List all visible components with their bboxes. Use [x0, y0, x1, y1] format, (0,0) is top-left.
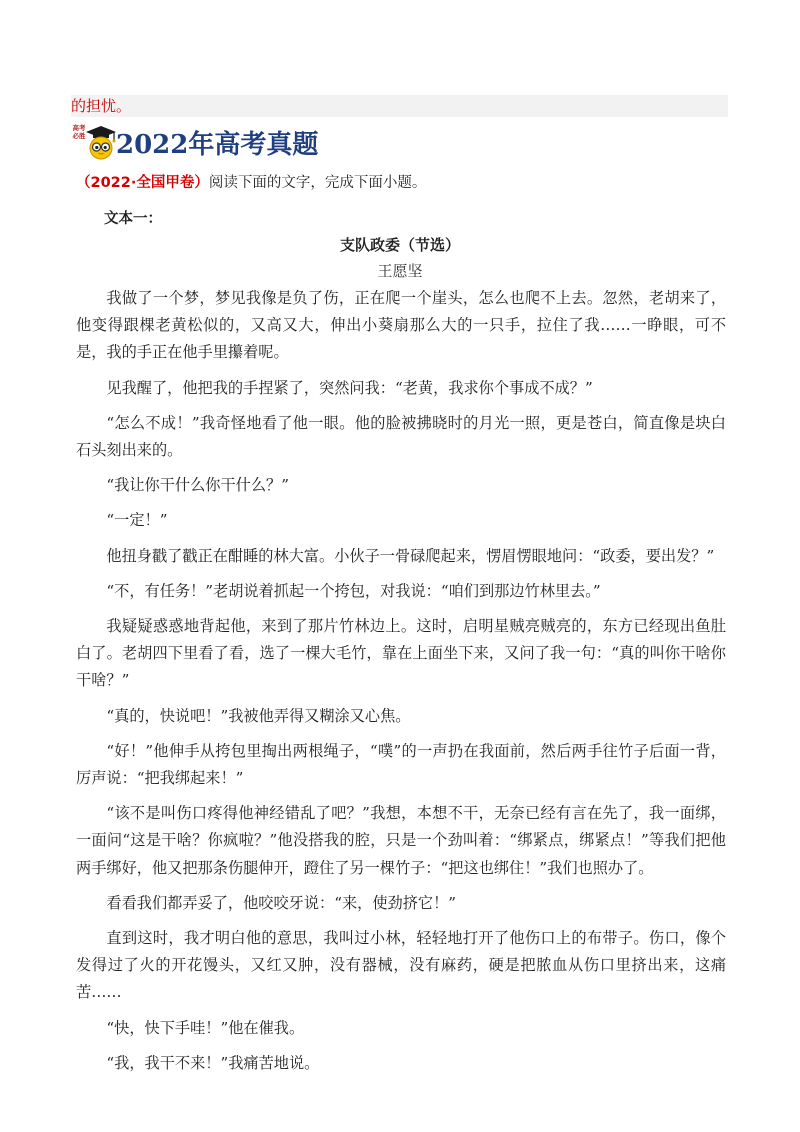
paragraph: 他扭身戳了戳正在酣睡的林大富。小伙子一骨碌爬起来，愣眉愣眼地问：“政委，要出发？”	[106, 546, 715, 565]
paragraph: 看看我们都弄妥了，他咬咬牙说：“来，使劲挤它！”	[106, 893, 457, 912]
paragraph: 直到这时，我才明白他的意思，我叫过小林，轻轻地打开了他伤口上的布带子。伤口，像个发得过了火的开花馒头，又红又肿，没有器械，没有麻药，硬是把脓血从伤口里挤出来，这痛苦……	[76, 929, 726, 1002]
paragraph: “我，我干不来！”我痛苦地说。	[106, 1053, 320, 1072]
paragraph: “我让你干什么你干什么？”	[106, 476, 289, 495]
paragraph: 我疑疑惑惑地背起他，来到了那片竹林边上。这时，启明星贼亮贼亮的，东方已经现出鱼肚白了。老胡四下里看了看，选了一棵大毛竹，靠在上面坐下来，又问了我一句：“真的叫你干啥你干啥？”	[76, 617, 726, 690]
exam-badge-icon	[72, 122, 118, 162]
section-header	[72, 122, 318, 162]
article-author: 王愿坚	[377, 262, 423, 280]
paragraph: 我做了一个梦，梦见我像是负了伤，正在爬一个崖头，怎么也爬不上去。忽然，老胡来了，他变得跟棵老黄松似的，又高又大，伸出小葵扇那么大的一只手，拉住了我……一睁眼，可不是，我的手正在他手里攥着呢。	[76, 289, 726, 362]
paragraph: “好！”他伸手从挎包里掏出两根绳子，“噗”的一声扔在我面前，然后两手往竹子后面一背，厉声说：“把我绑起来！”	[76, 741, 726, 788]
carry-over-text: 的担忧。	[71, 95, 728, 117]
paragraph: “该不是叫伤口疼得他神经错乱了吧？”我想，本想不干，无奈已经有言在先了，我一面绑，一面问“这是干啥？你疯啦？”他没搭我的腔，只是一个劲叫着：“绑紧点，绑紧点！”等我们把他两手绑好，他又把那条伤腿伸开，蹬住了另一棵竹子：“把这也绑住！”我们也照办了。	[76, 804, 726, 877]
paragraph: “不，有任务！”老胡说着抓起一个挎包，对我说：“咱们到那边竹林里去。”	[106, 581, 601, 600]
question-source: （2022·全国甲卷）	[76, 175, 209, 191]
section-title: 2022年高考真题	[116, 129, 319, 160]
paragraph: “一定！”	[106, 511, 168, 530]
article-title: 支队政委（节选）	[339, 236, 460, 254]
question-instruction: 阅读下面的文字，完成下面小题。	[208, 175, 427, 191]
paragraph: “快，快下手哇！”他在催我。	[106, 1018, 305, 1037]
graduate-owl-icon	[84, 124, 118, 160]
paragraph: “真的，快说吧！”我被他弄得又糊涂又心焦。	[106, 706, 411, 725]
article-body	[76, 285, 726, 1077]
paragraph: “怎么不成！”我奇怪地看了他一眼。他的脸被拂晓时的月光一照，更是苍白，简直像是块白石头刻出来的。	[76, 413, 726, 460]
badge-seal-text: 高考必胜	[72, 124, 86, 140]
paragraph: 见我醒了，他把我的手捏紧了，突然问我：“老黄，我求你个事成不成？”	[106, 378, 593, 397]
text-label: 文本一：	[104, 211, 162, 227]
question-header	[76, 172, 426, 194]
